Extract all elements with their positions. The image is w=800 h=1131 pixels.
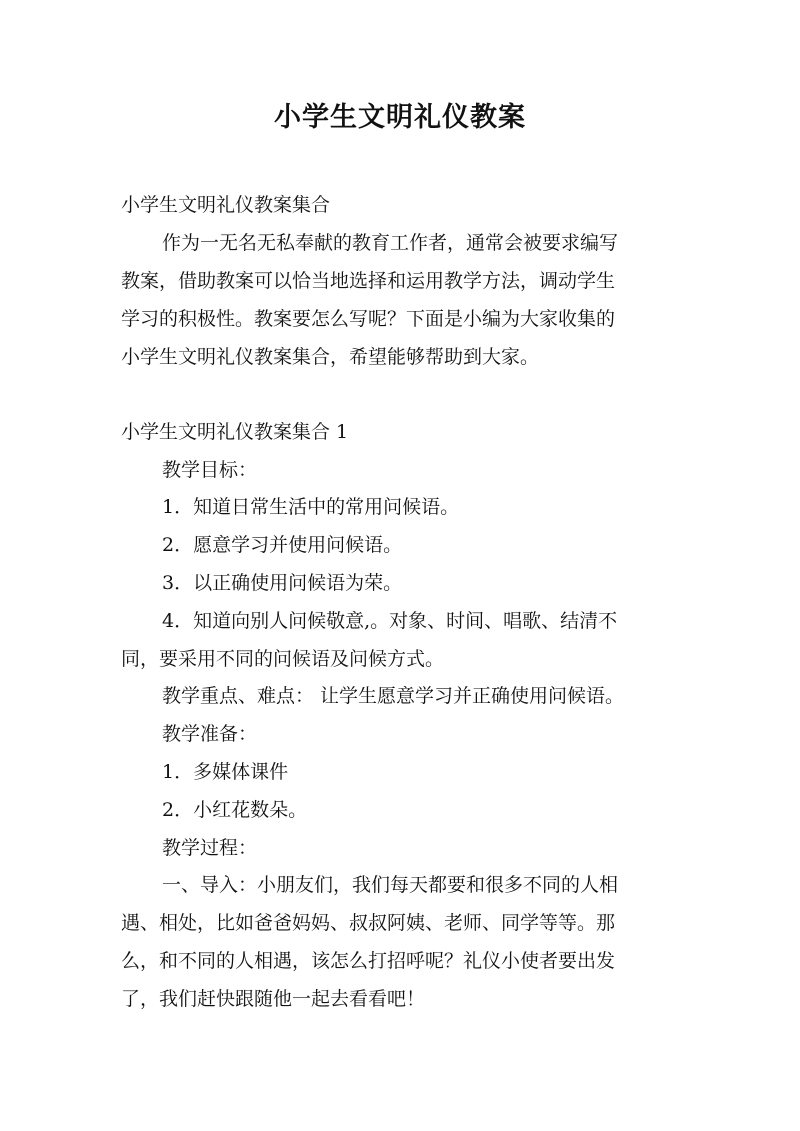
intro-paragraph-line-1: 作为一无名无私奉献的教育工作者，通常会被要求编写 — [162, 232, 619, 254]
objective-item-2: 2．愿意学习并使用问候语。 — [162, 534, 403, 556]
objective-item-4-continuation: 同，要采用不同的问候语及问候方式。 — [121, 648, 445, 670]
preparation-item-2: 2．小红花数朵。 — [162, 799, 308, 821]
process-paragraph-line-4: 了，我们赶快跟随他一起去看看吧！ — [121, 988, 426, 1010]
document-title: 小学生文明礼仪教案 — [274, 102, 526, 133]
objective-item-4: 4．知道向别人问候敬意,。对象、时间、唱歌、结清不 — [162, 610, 618, 632]
process-heading: 教学过程： — [162, 837, 258, 859]
intro-paragraph-line-3: 学习的积极性。教案要怎么写呢？下面是小编为大家收集的 — [121, 308, 616, 330]
process-paragraph-line-1: 一、导入：小朋友们，我们每天都要和很多不同的人相 — [162, 874, 619, 896]
preparation-item-1: 1．多媒体课件 — [162, 761, 289, 783]
objectives-heading: 教学目标： — [162, 459, 258, 481]
process-paragraph-line-2: 遇、相处，比如爸爸妈妈、叔叔阿姨、老师、同学等等。那 — [121, 912, 616, 934]
intro-paragraph-line-2: 教案，借助教案可以恰当地选择和运用教学方法，调动学生 — [121, 270, 616, 292]
objective-item-3: 3．以正确使用问候语为荣。 — [162, 572, 403, 594]
process-paragraph-line-3: 么，和不同的人相遇，该怎么打招呼呢？礼仪小使者要出发 — [121, 950, 616, 972]
section-heading: 小学生文明礼仪教案集合 1 — [121, 421, 349, 443]
key-points: 教学重点、难点： 让学生愿意学习并正确使用问候语。 — [162, 685, 625, 707]
objective-item-1: 1．知道日常生活中的常用问候语。 — [162, 496, 460, 518]
intro-paragraph-line-4: 小学生文明礼仪教案集合，希望能够帮助到大家。 — [121, 346, 540, 368]
intro-heading: 小学生文明礼仪教案集合 — [121, 194, 331, 216]
preparation-heading: 教学准备： — [162, 723, 258, 745]
